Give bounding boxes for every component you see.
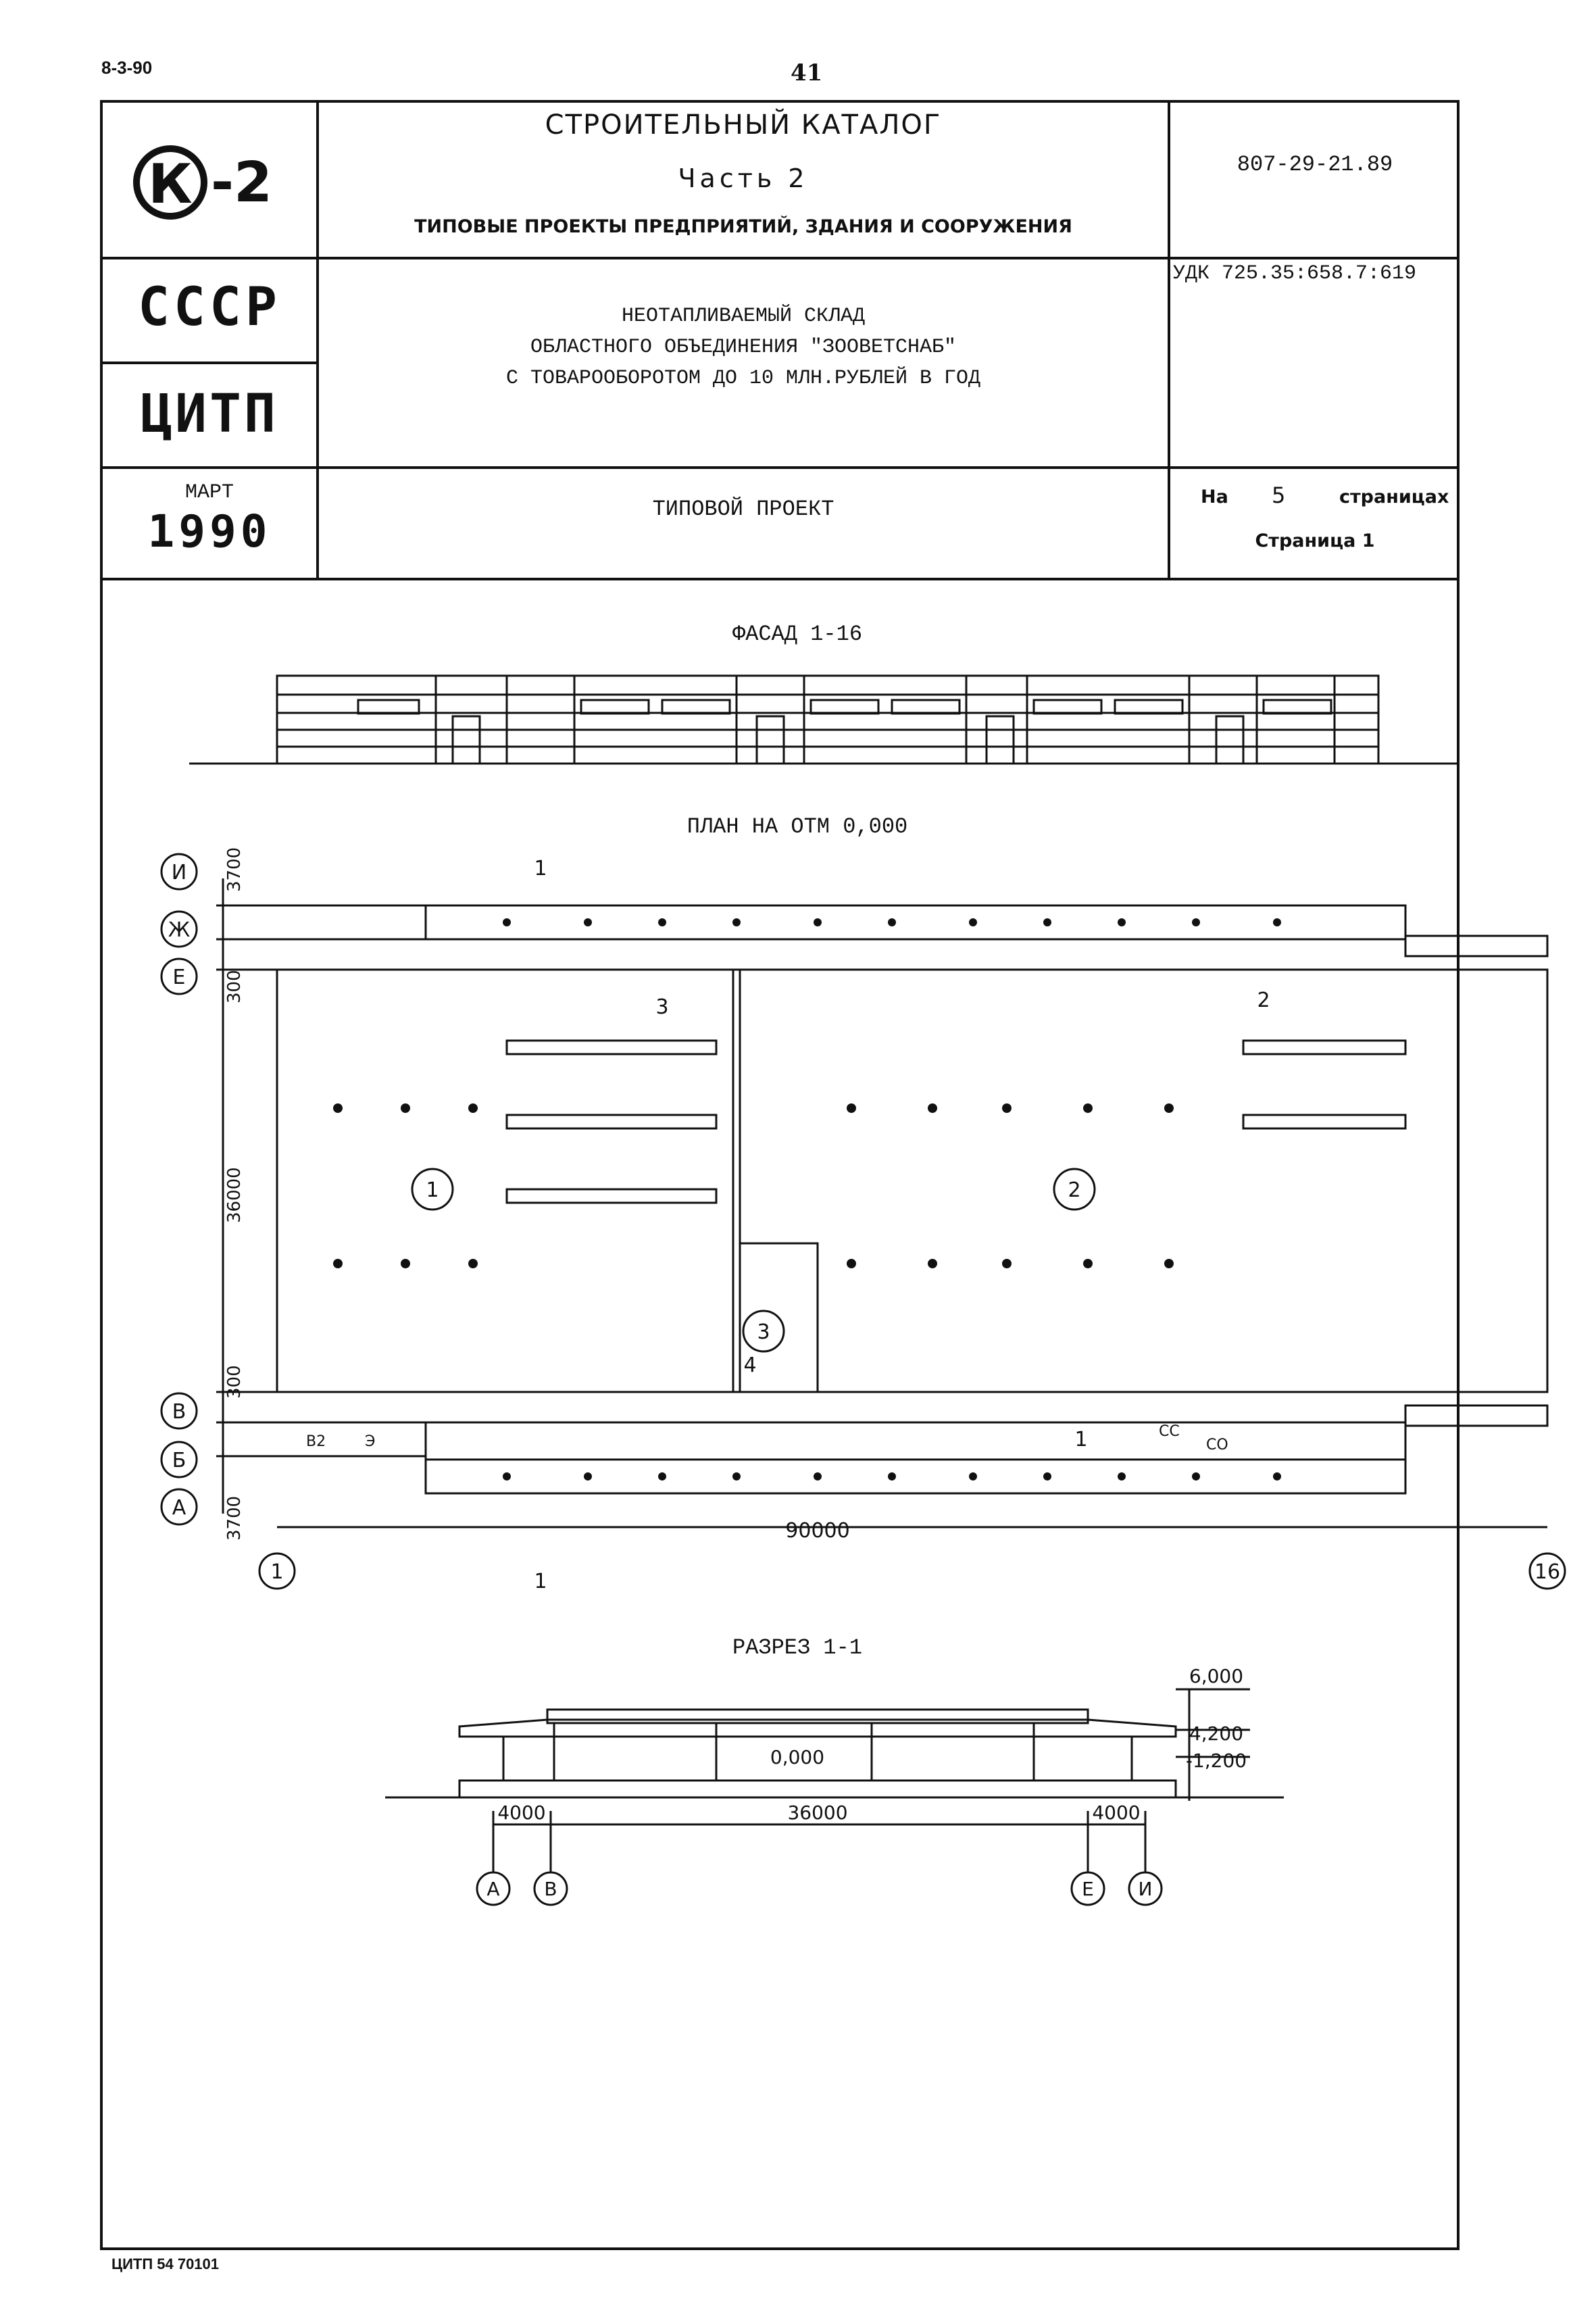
page-number: 41 (791, 59, 823, 86)
plan-geometry (142, 838, 1561, 1601)
project-title-line-1: НЕОТАПЛИВАЕМЫЙ СКЛАД (621, 305, 866, 328)
dim-3700-top: 3700 (224, 847, 245, 892)
header-divider-2 (100, 466, 1460, 469)
header-divider-1 (100, 257, 1460, 259)
project-title (319, 301, 1168, 394)
country-label: СССР (138, 277, 281, 338)
section-dim-left: 4000 (497, 1801, 546, 1824)
leader-4: 4 (743, 1353, 757, 1377)
section-level-top: 6,000 (1189, 1665, 1244, 1687)
axis-label-e: Е (172, 966, 186, 989)
axis-label-1: 1 (270, 1560, 284, 1584)
section-mark-top: 1 (534, 857, 547, 880)
section-title: РАЗРЕЗ 1-1 (732, 1635, 863, 1660)
catalog-title: СТРОИТЕЛЬНЫЙ КАТАЛОГ (545, 109, 942, 141)
room-label-2: 2 (1068, 1178, 1081, 1202)
logo-cell (103, 103, 316, 257)
leader-2: 2 (1257, 989, 1270, 1012)
room-label-1: 1 (426, 1178, 439, 1202)
project-title-line-2: ОБЛАСТНОГО ОБЪЕДИНЕНИЯ "ЗООВЕТСНАБ" (530, 336, 957, 359)
dim-90000: 90000 (785, 1519, 850, 1543)
facade-title: ФАСАД 1-16 (732, 622, 863, 647)
project-code: 807-29-21.89 (1237, 152, 1393, 177)
footer-code: ЦИТП 54 70101 (111, 2256, 220, 2272)
section-axis-a: А (487, 1878, 500, 1900)
section-dim-center: 36000 (787, 1801, 848, 1824)
section-axis-e: Е (1082, 1878, 1094, 1900)
section-level-zero: 0,000 (770, 1746, 825, 1768)
issue-year: 1990 (147, 505, 272, 557)
mark-v2: В2 (306, 1433, 326, 1450)
section-drawing (378, 1662, 1324, 1919)
plan-title: ПЛАН НА ОТМ 0,000 (687, 814, 908, 839)
dim-300-top: 300 (224, 970, 245, 1003)
section-level-low: -1,200 (1185, 1749, 1247, 1772)
dim-36000: 36000 (224, 1167, 245, 1223)
project-title-line-3: С ТОВАРООБОРОТОМ ДО 10 МЛН.РУБЛЕЙ В ГОД (505, 367, 981, 390)
axis-label-v: В (172, 1400, 186, 1424)
section-axis-i: И (1138, 1878, 1153, 1900)
project-type: ТИПОВОЙ ПРОЕКТ (652, 497, 834, 522)
canopy-bottom (426, 1422, 1405, 1460)
warehouse-outline (277, 970, 1547, 1392)
logo-suffix: -2 (211, 151, 273, 215)
pages-prefix: На (1201, 487, 1228, 507)
axis-label-zh: Ж (168, 918, 191, 942)
section-level-mid: 4,200 (1189, 1722, 1244, 1745)
axis-label-b: Б (172, 1449, 186, 1472)
mark-ss: СС (1159, 1423, 1180, 1440)
page-label: Страница 1 (1255, 530, 1375, 551)
facade-drawing (182, 662, 1466, 784)
mark-e: Э (365, 1433, 376, 1450)
axis-label-16: 16 (1534, 1560, 1561, 1584)
pages-count: 5 (1272, 482, 1286, 508)
header-divider-left (100, 362, 318, 364)
leader-1: 1 (1074, 1428, 1088, 1451)
leader-3: 3 (655, 995, 669, 1019)
section-mark-bottom: 1 (534, 1570, 547, 1593)
doc-date: 8-3-90 (101, 57, 153, 78)
catalog-logo (103, 103, 316, 257)
catalog-part-subtitle: ТИПОВЫЕ ПРОЕКТЫ ПРЕДПРИЯТИЙ, ЗДАНИЯ И СООРУЖЕНИЯ (414, 216, 1072, 237)
room-label-3: 3 (757, 1320, 770, 1344)
axis-label-i: И (171, 861, 187, 885)
logo-k: К (148, 153, 193, 216)
org-label: ЦИТП (141, 384, 278, 445)
catalog-part: Часть 2 (678, 164, 809, 193)
canopy-top (426, 905, 1405, 939)
dim-3700-bottom: 3700 (224, 1495, 245, 1541)
section-axis-v: В (544, 1878, 557, 1900)
udk-code: УДК 725.35:658.7:619 (1173, 262, 1417, 285)
section-dim-right: 4000 (1092, 1801, 1141, 1824)
header-divider-3 (100, 578, 1460, 580)
axis-label-a: А (172, 1496, 186, 1520)
pages-suffix: страницах (1339, 487, 1449, 507)
mark-so: СО (1206, 1437, 1228, 1453)
issue-month: МАРТ (184, 481, 234, 504)
dim-300-bottom: 300 (224, 1365, 245, 1399)
